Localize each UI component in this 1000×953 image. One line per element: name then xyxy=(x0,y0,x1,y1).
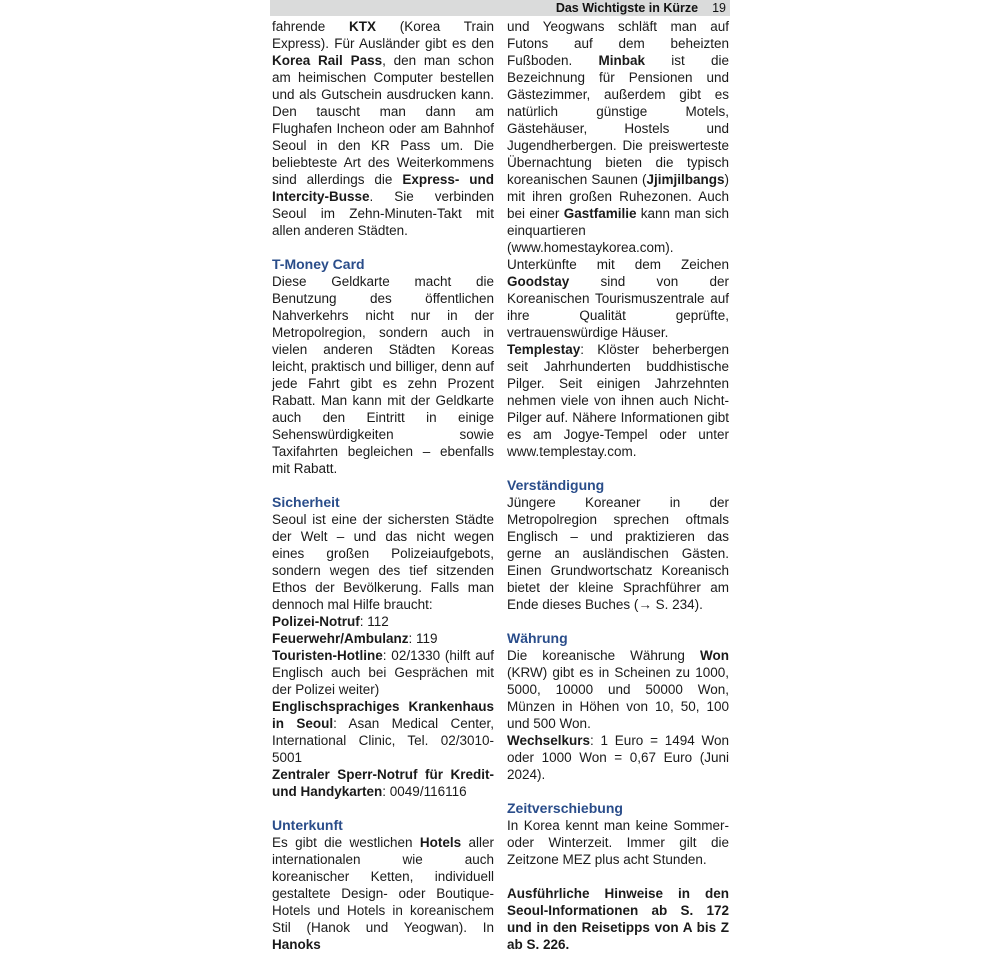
sicherheit-paragraph: Seoul ist eine der sichersten Städte der Welt – und das nicht wegen eines großen Polizeiaufgebots, sondern wegen des tief sitzenden Ethos der Bevölkerung. Falls man dennoch mal Hilfe braucht: xyxy=(272,512,494,612)
heading-unterkunft: Unterkunft xyxy=(272,817,343,833)
running-header xyxy=(270,0,730,16)
heading-tmoney: T-Money Card xyxy=(272,256,365,272)
card-block-line: Zentraler Sperr-Notruf für Kredit- und Handykarten: 0049/116116 xyxy=(272,767,494,799)
fire-line: Feuerwehr/Ambulanz: 119 xyxy=(272,631,438,646)
tourist-hotline-line: Touristen-Hotline: 02/1330 (hilft auf Englisch auch bei Gesprächen mit der Polizei weiter) xyxy=(272,648,494,697)
tmoney-paragraph: Diese Geldkarte macht die Benutzung des öffentlichen Nahverkehrs nicht nur in der Metropolregion, sondern auch in vielen anderen Städten Koreas leicht, praktisch und billiger, denn auf jede Fahrt gibt es zehn Prozent Rabatt. Man kann mit der Geldkarte auch den Eintritt in einige Sehenswürdigkeiten sowie Taxifahrten begleichen – ebenfalls mit Rabatt. xyxy=(272,274,494,476)
goodstay-paragraph: Unterkünfte mit dem Zeichen Goodstay sind von der Koreanischen Tourismuszentrale auf ihre Qualität geprüfte, vertrauenswürdige Häuser. xyxy=(507,257,729,340)
left-column xyxy=(272,18,494,953)
unterkunft-continued-paragraph: und Yeogwans schläft man auf Futons auf dem beheizten Fußboden. Minbak ist die Bezeichnung für Pensionen und Gästezimmer, außerdem gibt es natürlich günstige Motels, Gästehäuser, Hostels und Jugendherbergen. Die preiswerteste Übernachtung bieten die typisch koreanischen Saunen (Jjimjilbangs) mit ihren großen Ruhezonen. Auch bei einer Gastfamilie kann man sich einquartieren (www.homestaykorea.com). xyxy=(507,19,729,255)
wechselkurs-paragraph: Wechselkurs: 1 Euro = 1494 Won oder 1000 Won = 0,67 Euro (Juni 2024). xyxy=(507,733,729,782)
header-title: Das Wichtigste in Kürze xyxy=(555,1,699,15)
hospital-line: Englischsprachiges Krankenhaus in Seoul: Asan Medical Center, International Clinic, Tel. 02/3010-5001 xyxy=(272,699,494,765)
page-number: 19 xyxy=(712,1,726,15)
right-column xyxy=(507,18,729,953)
verstaendigung-paragraph: Jüngere Koreaner in der Metropolregion sprechen oftmals Englisch – und praktizieren das gerne an ausländischen Gästen. Einen Grundwortschatz Koreanisch bietet der kleine Sprachführer am Ende dieses Buches (→ S. 234). xyxy=(507,495,729,612)
unterkunft-paragraph: Es gibt die westlichen Hotels aller internationalen wie auch koreanischer Ketten, individuell gestaltete Design- oder Boutique-Hotels und Hotels in koreanischem Stil (Hanok und Yeogwan). In Hanoks xyxy=(272,835,494,952)
police-line: Polizei-Notruf: 112 xyxy=(272,614,389,629)
templestay-paragraph: Templestay: Klöster beherbergen seit Jahrhunderten buddhistische Pilger. Seit einigen Jahrzehnten nehmen viele von ihnen auch Nicht-Pilger auf. Nähere Informationen gibt es am Jogye-Tempel oder unter www.templestay.com. xyxy=(507,342,729,459)
heading-waehrung: Währung xyxy=(507,630,568,646)
heading-verstaendigung: Verständigung xyxy=(507,477,605,493)
heading-zeitverschiebung: Zeitverschiebung xyxy=(507,800,623,816)
further-info-note: Ausführliche Hinweise in den Seoul-Informationen ab S. 172 und in den Reisetipps von A bis Z ab S. 226. xyxy=(507,886,729,952)
book-page xyxy=(270,0,730,952)
waehrung-paragraph: Die koreanische Währung Won (KRW) gibt es in Scheinen zu 1000, 5000, 10000 und 50000 Won, Münzen in Höhen von 10, 50, 100 und 500 Won. xyxy=(507,648,729,731)
zeit-paragraph: In Korea kennt man keine Sommer- oder Winterzeit. Immer gilt die Zeitzone MEZ plus acht Stunden. xyxy=(507,818,729,867)
transport-paragraph: fahrende KTX (Korea Train Express). Für Ausländer gibt es den Korea Rail Pass, den man schon am heimischen Computer bestellen und als Gutschein ausdrucken kann. Den tauscht man dann am Flughafen Incheon oder am Bahnhof Seoul in den KR Pass um. Die beliebteste Art des Weiterkommens sind allerdings die Express- und Intercity-Busse. Sie verbinden Seoul im Zehn-Minuten-Takt mit allen anderen Städten. xyxy=(272,19,494,238)
heading-sicherheit: Sicherheit xyxy=(272,494,340,510)
